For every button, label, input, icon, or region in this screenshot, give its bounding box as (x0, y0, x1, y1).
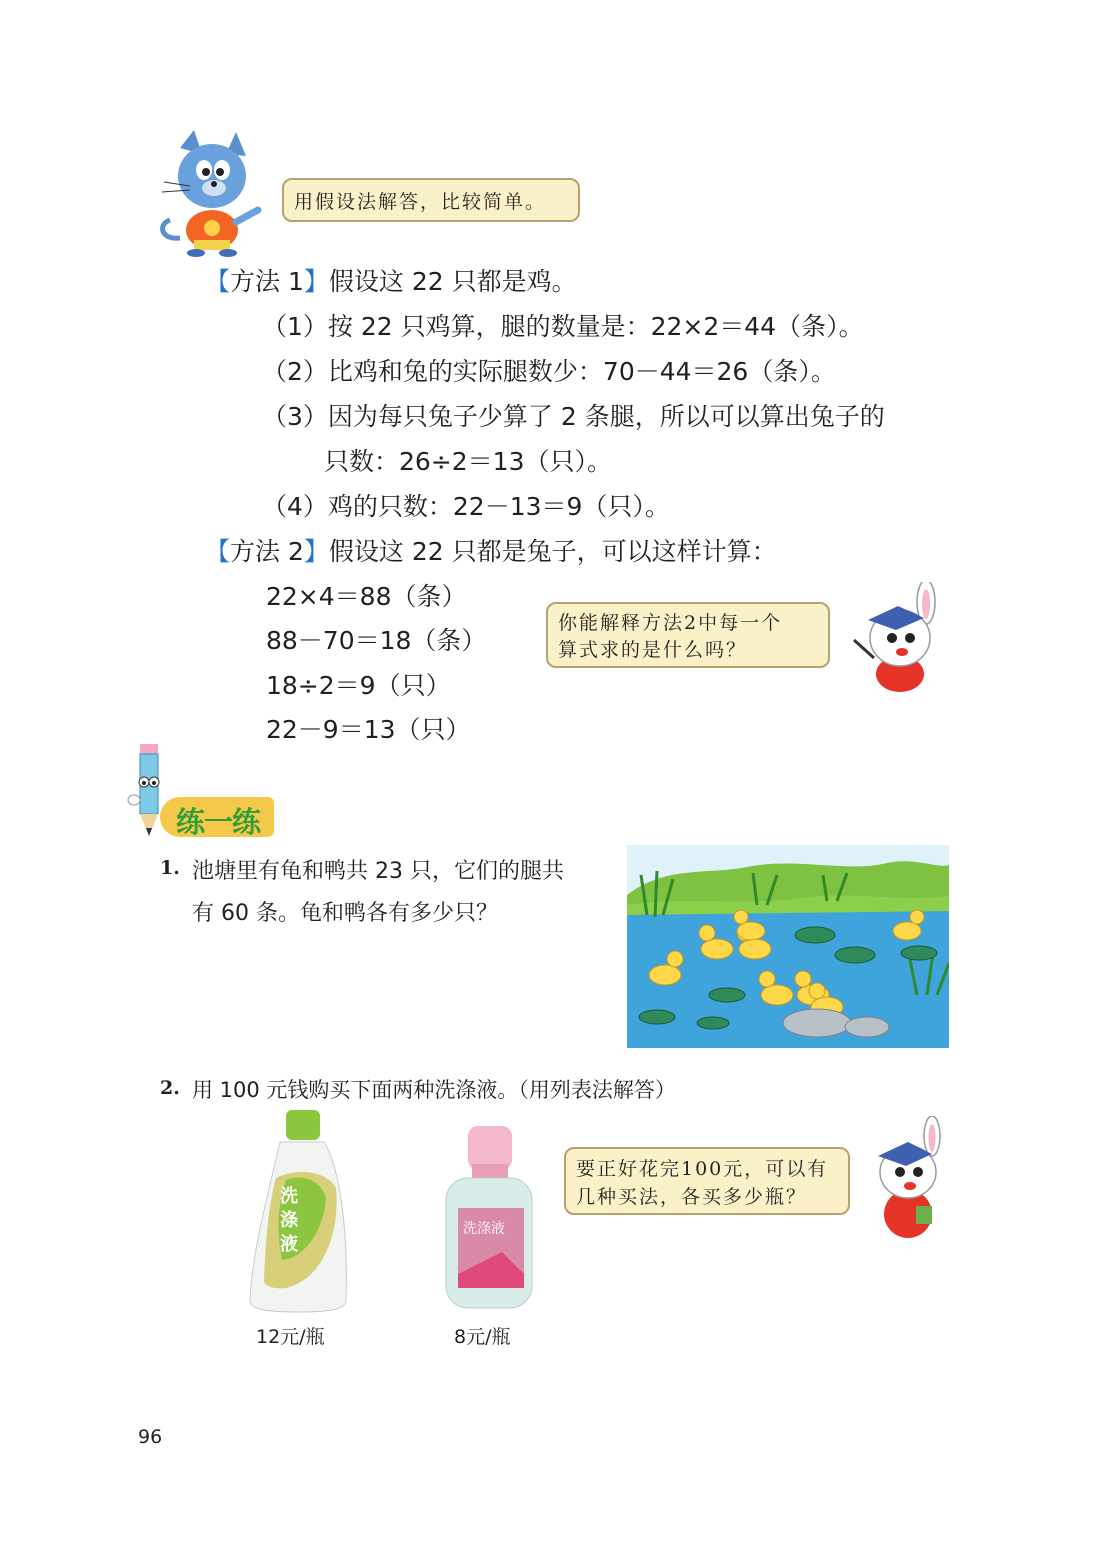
question1-number: 1. (160, 857, 180, 879)
method1-step-2: （2）比鸡和兔的实际腿数少：70－44＝26（条）。 (262, 357, 836, 386)
method2-label: 方法 2 (230, 537, 304, 566)
method1-heading (205, 269, 577, 294)
method1-open-bracket: 【 (205, 267, 231, 296)
question2-number: 2. (160, 1077, 180, 1099)
method2-heading (205, 539, 777, 564)
rabbit-bubble2-line1: 要正好花完100元，可以有 (576, 1158, 829, 1180)
rabbit-bubble1-line1: 你能解释方法2中每一个 (558, 612, 783, 634)
pond-ducks-turtles-illustration (627, 845, 949, 1048)
bottle1-label-char-3: 液 (280, 1234, 298, 1255)
bottle2-label-text: 洗涤液 (463, 1221, 505, 1237)
cat-mascot-illustration (150, 128, 268, 258)
method2-open-bracket: 【 (205, 537, 231, 566)
bottle1-label-char-1: 洗 (280, 1186, 298, 1207)
method2-calc-3: 18÷2＝9（只） (266, 671, 451, 700)
cat-bubble-text: 用假设法解答，比较简单。 (294, 191, 547, 213)
method1-step-3-cont: 只数：26÷2＝13（只）。 (324, 447, 612, 476)
method2-calc-4: 22－9＝13（只） (266, 715, 471, 744)
method2-calc-2: 88－70＝18（条） (266, 626, 487, 655)
method2-title: 假设这 22 只都是兔子，可以这样计算： (328, 537, 777, 566)
question2-text: 用 100 元钱购买下面两种洗涤液。（用列表法解答） (192, 1078, 676, 1102)
rabbit-mascot-illustration-1 (848, 582, 952, 694)
rabbit-mascot-illustration-2 (866, 1116, 952, 1238)
method1-step-3: （3）因为每只兔子少算了 2 条腿，所以可以算出兔子的 (262, 402, 885, 431)
question1-text (192, 851, 564, 935)
method2-calc-1: 22×4＝88（条） (266, 582, 467, 611)
method1-step-1: （1）按 22 只鸡算，腿的数量是：22×2＝44（条）。 (262, 312, 864, 341)
rabbit-speech-bubble-2 (564, 1147, 850, 1215)
bottle2-price: 8元/瓶 (454, 1326, 511, 1348)
rabbit-bubble2-line2: 几种买法，各买多少瓶？ (576, 1186, 808, 1208)
cat-speech-bubble (282, 178, 580, 222)
detergent-bottle-large (246, 1108, 350, 1314)
bottle1-label-text (280, 1185, 298, 1257)
bottle1-price: 12元/瓶 (256, 1326, 325, 1348)
rabbit-speech-bubble-1 (546, 602, 830, 668)
page-number: 96 (138, 1426, 163, 1448)
practice-title: 练一练 (176, 805, 261, 839)
method2-close-bracket: 】 (303, 537, 329, 566)
method1-title: 假设这 22 只都是鸡。 (328, 267, 577, 296)
rabbit-bubble1-line2: 算式求的是什么吗？ (558, 639, 748, 661)
bottle1-label-char-2: 涤 (280, 1210, 298, 1231)
method1-step-4: （4）鸡的只数：22－13＝9（只）。 (262, 492, 670, 521)
question1-line2: 有 60 条。龟和鸭各有多少只？ (192, 901, 498, 926)
method1-label: 方法 1 (230, 267, 304, 296)
question1-line1: 池塘里有龟和鸭共 23 只，它们的腿共 (192, 859, 564, 884)
method1-close-bracket: 】 (303, 267, 329, 296)
